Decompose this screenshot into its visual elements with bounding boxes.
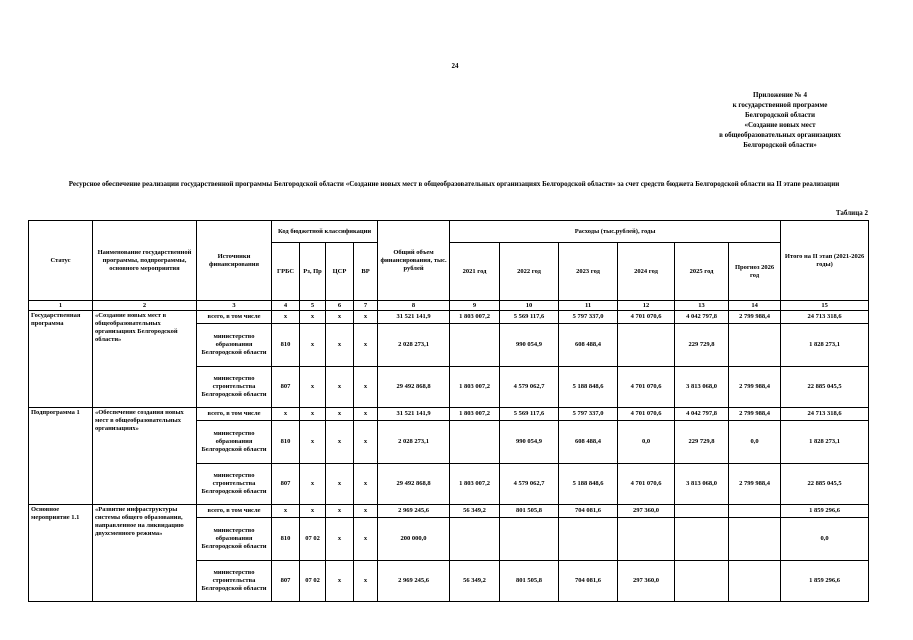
row-source: министерство строительства Белгородской области	[197, 464, 272, 505]
cell-2022: 5 569 117,6	[500, 311, 559, 324]
appendix-line: к государственной программе	[732, 101, 828, 109]
cell-2021: 1 803 007,2	[450, 367, 500, 408]
cell-vr: х	[354, 367, 378, 408]
cell-2023: 5 188 848,6	[559, 464, 618, 505]
cell-2025: 4 042 797,8	[675, 311, 729, 324]
cell-2021: 1 803 007,2	[450, 311, 500, 324]
cell-grbs: 807	[272, 367, 300, 408]
cell-2023: 5 797 337,0	[559, 408, 618, 421]
cell-rz: х	[300, 421, 326, 464]
row-source: всего, в том числе	[197, 311, 272, 324]
cell-grbs: 810	[272, 421, 300, 464]
row-source: министерство строительства Белгородской области	[197, 561, 272, 602]
header-stage-total: Итого на II этап (2021-2026 годы)	[781, 221, 869, 301]
cell-rz: х	[300, 311, 326, 324]
table-label: Таблица 2	[835, 209, 868, 217]
cell-2023: 5 188 848,6	[559, 367, 618, 408]
cell-rz: х	[300, 464, 326, 505]
cell-2022: 801 505,8	[500, 561, 559, 602]
cell-total: 2 969 245,6	[378, 561, 450, 602]
cell-2021	[450, 324, 500, 367]
cell-2021: 56 349,2	[450, 505, 500, 518]
header-2023: 2023 год	[559, 243, 618, 301]
cell-2024: 297 360,0	[618, 505, 675, 518]
cell-stage-total: 1 859 296,6	[781, 505, 869, 518]
cell-grbs: 810	[272, 324, 300, 367]
cell-stage-total: 22 885 045,5	[781, 367, 869, 408]
column-number: 5	[300, 301, 326, 311]
cell-forecast: 2 799 988,4	[729, 464, 781, 505]
column-number: 12	[618, 301, 675, 311]
cell-2024: 4 701 070,6	[618, 408, 675, 421]
column-number: 4	[272, 301, 300, 311]
header-name: Наименование государственной программы, подпрограммы, основного мероприятия	[93, 221, 197, 301]
cell-2023: 608 488,4	[559, 421, 618, 464]
cell-stage-total: 0,0	[781, 518, 869, 561]
cell-forecast	[729, 561, 781, 602]
cell-2022: 801 505,8	[500, 505, 559, 518]
cell-total: 2 028 273,1	[378, 421, 450, 464]
cell-stage-total: 1 859 296,6	[781, 561, 869, 602]
cell-stage-total: 24 713 318,6	[781, 311, 869, 324]
cell-stage-total: 1 828 273,1	[781, 421, 869, 464]
cell-2025	[675, 505, 729, 518]
appendix-line: Белгородской области	[744, 111, 816, 119]
row-source: министерство образования Белгородской области	[197, 421, 272, 464]
row-source: всего, в том числе	[197, 408, 272, 421]
cell-2024: 4 701 070,6	[618, 367, 675, 408]
cell-total: 31 521 141,9	[378, 408, 450, 421]
cell-2024: 4 701 070,6	[618, 464, 675, 505]
cell-rz: х	[300, 367, 326, 408]
row-source: министерство строительства Белгородской области	[197, 367, 272, 408]
cell-total: 29 492 868,8	[378, 367, 450, 408]
cell-2023: 704 081,6	[559, 505, 618, 518]
resource-table	[28, 220, 869, 602]
cell-2022: 990 054,9	[500, 324, 559, 367]
cell-total: 2 969 245,6	[378, 505, 450, 518]
cell-2025: 4 042 797,8	[675, 408, 729, 421]
cell-2022: 990 054,9	[500, 421, 559, 464]
header-vr: ВР	[354, 243, 378, 301]
row-source: всего, в том числе	[197, 505, 272, 518]
cell-2025: 3 813 068,0	[675, 367, 729, 408]
header-forecast: Прогноз 2026 год	[729, 243, 781, 301]
table-row	[29, 408, 869, 421]
cell-stage-total: 22 885 045,5	[781, 464, 869, 505]
cell-grbs: 807	[272, 561, 300, 602]
column-number: 13	[675, 301, 729, 311]
cell-forecast: 0,0	[729, 421, 781, 464]
cell-2021: 1 803 007,2	[450, 464, 500, 505]
header-2024: 2024 год	[618, 243, 675, 301]
row-name: «Обеспечение создания новых мест в общеобразовательных организациях»	[93, 408, 197, 505]
cell-forecast: 2 799 988,4	[729, 311, 781, 324]
cell-forecast	[729, 518, 781, 561]
cell-grbs: 807	[272, 464, 300, 505]
cell-total: 29 492 868,8	[378, 464, 450, 505]
cell-2023: 608 488,4	[559, 324, 618, 367]
cell-2023	[559, 518, 618, 561]
header-2022: 2022 год	[500, 243, 559, 301]
cell-2024: 297 360,0	[618, 561, 675, 602]
cell-rz: х	[300, 408, 326, 421]
cell-rz: 07 02	[300, 561, 326, 602]
cell-rz: х	[300, 505, 326, 518]
column-number: 2	[93, 301, 197, 311]
appendix-line: Белгородской области»	[743, 141, 817, 149]
column-number: 9	[450, 301, 500, 311]
cell-rz: х	[300, 324, 326, 367]
cell-vr: х	[354, 464, 378, 505]
cell-total: 200 000,0	[378, 518, 450, 561]
cell-vr: х	[354, 421, 378, 464]
cell-2025	[675, 561, 729, 602]
cell-2022	[500, 518, 559, 561]
column-number: 6	[326, 301, 354, 311]
cell-stage-total: 24 713 318,6	[781, 408, 869, 421]
cell-csr: х	[326, 324, 354, 367]
cell-2024	[618, 518, 675, 561]
cell-2025	[675, 518, 729, 561]
cell-csr: х	[326, 311, 354, 324]
cell-2024: 0,0	[618, 421, 675, 464]
column-number: 1	[29, 301, 93, 311]
header-2021: 2021 год	[450, 243, 500, 301]
cell-2025: 229 729,8	[675, 324, 729, 367]
table-row	[29, 505, 869, 518]
cell-2021: 1 803 007,2	[450, 408, 500, 421]
cell-total: 2 028 273,1	[378, 324, 450, 367]
cell-csr: х	[326, 561, 354, 602]
column-number: 10	[500, 301, 559, 311]
cell-forecast	[729, 505, 781, 518]
row-source: министерство образования Белгородской области	[197, 518, 272, 561]
cell-2021	[450, 421, 500, 464]
row-name: «Создание новых мест в общеобразовательных организациях Белгородской области»	[93, 311, 197, 408]
cell-vr: х	[354, 324, 378, 367]
cell-forecast: 2 799 988,4	[729, 408, 781, 421]
column-number: 11	[559, 301, 618, 311]
cell-2021: 56 349,2	[450, 561, 500, 602]
row-status: Подпрограмма 1	[29, 408, 93, 505]
cell-vr: х	[354, 518, 378, 561]
cell-2021	[450, 518, 500, 561]
column-number: 7	[354, 301, 378, 311]
row-status: Государственная программа	[29, 311, 93, 408]
appendix-line: Приложение № 4	[753, 91, 807, 99]
row-name: «Развитие инфраструктуры системы общего образования, направленное на ликвидацию двухсменного режима»	[93, 505, 197, 602]
cell-grbs: 810	[272, 518, 300, 561]
column-numbers-row	[29, 301, 869, 311]
header-budget-code: Код бюджетной классификации	[272, 221, 378, 243]
appendix-line: «Создание новых мест	[744, 121, 816, 129]
cell-csr: х	[326, 518, 354, 561]
document-title: Ресурсное обеспечение реализации государственной программы Белгородской области «Создание новых мест в общеобразовательных организациях Белгородской области» за счет средств бюджета Белгородской области на II этапе реализации	[68, 180, 840, 188]
cell-vr: х	[354, 505, 378, 518]
cell-2025: 229 729,8	[675, 421, 729, 464]
column-number: 8	[378, 301, 450, 311]
cell-csr: х	[326, 408, 354, 421]
cell-csr: х	[326, 464, 354, 505]
appendix-block	[660, 90, 900, 150]
cell-vr: х	[354, 311, 378, 324]
cell-vr: х	[354, 408, 378, 421]
cell-rz: 07 02	[300, 518, 326, 561]
cell-csr: х	[326, 421, 354, 464]
header-rz: Рз, Пр	[300, 243, 326, 301]
cell-2022: 5 569 117,6	[500, 408, 559, 421]
cell-2024: 4 701 070,6	[618, 311, 675, 324]
table-row	[29, 311, 869, 324]
header-2025: 2025 год	[675, 243, 729, 301]
cell-grbs: х	[272, 505, 300, 518]
appendix-line: в общеобразовательных организациях	[719, 131, 841, 139]
header-csr: ЦСР	[326, 243, 354, 301]
column-number: 14	[729, 301, 781, 311]
cell-forecast: 2 799 988,4	[729, 367, 781, 408]
header-status: Статус	[29, 221, 93, 301]
header-row	[29, 221, 869, 243]
column-number: 15	[781, 301, 869, 311]
header-total: Общий объем финансирования, тыс. рублей	[378, 221, 450, 301]
cell-2022: 4 579 062,7	[500, 464, 559, 505]
row-status: Основное мероприятие 1.1	[29, 505, 93, 602]
header-expenses: Расходы (тыс.рублей), годы	[450, 221, 781, 243]
cell-csr: х	[326, 367, 354, 408]
cell-grbs: х	[272, 408, 300, 421]
header-grbs: ГРБС	[272, 243, 300, 301]
page-number: 24	[451, 62, 459, 70]
cell-2025: 3 813 068,0	[675, 464, 729, 505]
cell-2024	[618, 324, 675, 367]
cell-csr: х	[326, 505, 354, 518]
cell-vr: х	[354, 561, 378, 602]
cell-2023: 5 797 337,0	[559, 311, 618, 324]
cell-2022: 4 579 062,7	[500, 367, 559, 408]
cell-forecast	[729, 324, 781, 367]
row-source: министерство образования Белгородской области	[197, 324, 272, 367]
cell-grbs: х	[272, 311, 300, 324]
cell-total: 31 521 141,9	[378, 311, 450, 324]
cell-2023: 704 081,6	[559, 561, 618, 602]
column-number: 3	[197, 301, 272, 311]
cell-stage-total: 1 828 273,1	[781, 324, 869, 367]
header-source: Источники финансирования	[197, 221, 272, 301]
